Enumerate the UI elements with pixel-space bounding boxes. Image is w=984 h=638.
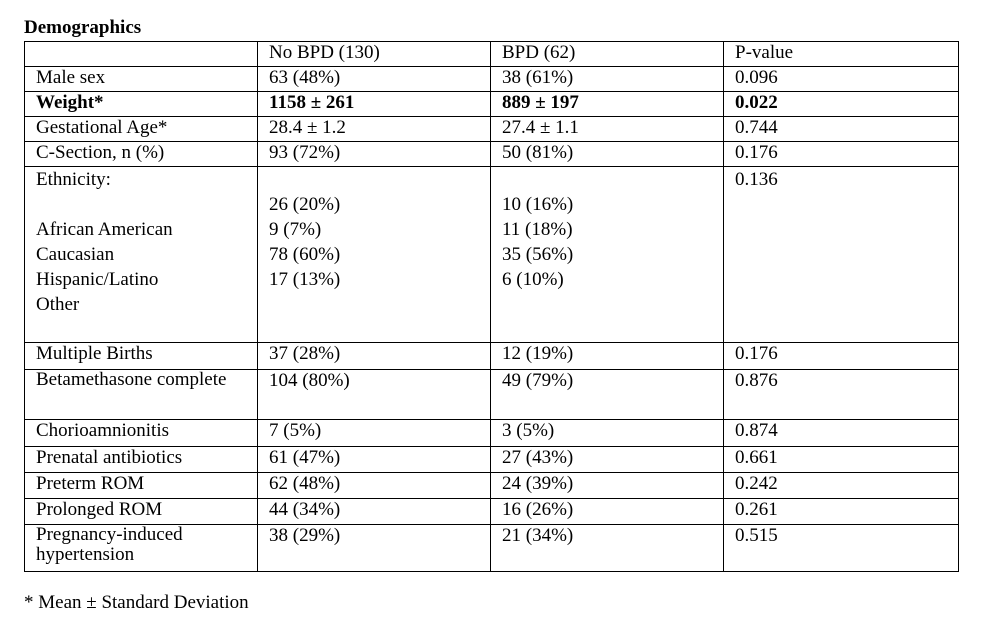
table-row — [25, 525, 959, 572]
header-row — [25, 42, 959, 67]
cell-no-bpd: 44 (34%) — [258, 499, 491, 525]
row-label: Pregnancy-induced hypertension — [25, 525, 258, 572]
cell-bpd: 11 (18%) — [502, 219, 573, 240]
ethnicity-bpd-cell — [491, 167, 724, 343]
row-label: Multiple Births — [25, 343, 258, 370]
cell-p-value: 0.744 — [724, 117, 959, 142]
table-row — [25, 447, 959, 473]
row-label: Weight* — [25, 92, 258, 117]
header-cell-no-bpd: No BPD (130) — [258, 42, 491, 67]
cell-no-bpd: 78 (60%) — [269, 244, 341, 265]
cell-p-value: 0.176 — [724, 142, 959, 167]
cell-no-bpd: 37 (28%) — [258, 343, 491, 370]
cell-p-value: 0.176 — [724, 343, 959, 370]
cell-bpd: 24 (39%) — [491, 473, 724, 499]
row-label: Preterm ROM — [25, 473, 258, 499]
cell-p-value: 0.661 — [724, 447, 959, 473]
cell-no-bpd: 104 (80%) — [258, 370, 491, 420]
cell-bpd: 27.4 ± 1.1 — [491, 117, 724, 142]
row-label: Male sex — [25, 67, 258, 92]
header-cell-bpd: BPD (62) — [491, 42, 724, 67]
table-row — [25, 142, 959, 167]
row-label: African American — [36, 219, 173, 240]
cell-no-bpd: 63 (48%) — [258, 67, 491, 92]
cell-bpd: 38 (61%) — [491, 67, 724, 92]
cell-no-bpd: 93 (72%) — [258, 142, 491, 167]
cell-no-bpd: 17 (13%) — [269, 269, 341, 290]
cell-bpd: 50 (81%) — [491, 142, 724, 167]
cell-bpd: 889 ± 197 — [491, 92, 724, 117]
cell-bpd: 6 (10%) — [502, 269, 564, 290]
cell-bpd: 3 (5%) — [491, 420, 724, 447]
cell-bpd: 12 (19%) — [491, 343, 724, 370]
cell-no-bpd: 9 (7%) — [269, 219, 322, 240]
row-label: C-Section, n (%) — [25, 142, 258, 167]
cell-p-value: 0.136 — [735, 169, 778, 190]
table-row — [25, 370, 959, 420]
footnote: * Mean ± Standard Deviation — [24, 592, 249, 613]
row-label: Ethnicity: — [36, 169, 111, 190]
cell-no-bpd: 38 (29%) — [258, 525, 491, 572]
row-label: Prenatal antibiotics — [25, 447, 258, 473]
row-label: Chorioamnionitis — [25, 420, 258, 447]
cell-bpd: 49 (79%) — [491, 370, 724, 420]
row-label: Hispanic/Latino — [36, 269, 159, 290]
cell-bpd: 16 (26%) — [491, 499, 724, 525]
cell-bpd: 35 (56%) — [502, 244, 574, 265]
cell-no-bpd: 61 (47%) — [258, 447, 491, 473]
cell-p-value: 0.874 — [724, 420, 959, 447]
table-row — [25, 420, 959, 447]
cell-p-value: 0.022 — [724, 92, 959, 117]
ethnicity-label-cell — [25, 167, 258, 343]
table-row — [25, 343, 959, 370]
cell-no-bpd: 1158 ± 261 — [258, 92, 491, 117]
table-row — [25, 117, 959, 142]
ethnicity-row — [25, 167, 959, 343]
row-label: Gestational Age* — [25, 117, 258, 142]
cell-p-value: 0.261 — [724, 499, 959, 525]
cell-no-bpd: 7 (5%) — [258, 420, 491, 447]
demographics-table — [24, 41, 959, 572]
cell-bpd: 21 (34%) — [491, 525, 724, 572]
row-label: Prolonged ROM — [25, 499, 258, 525]
cell-no-bpd: 28.4 ± 1.2 — [258, 117, 491, 142]
header-cell-p-value: P-value — [724, 42, 959, 67]
cell-no-bpd: 26 (20%) — [269, 194, 341, 215]
row-label: Caucasian — [36, 244, 115, 265]
table-title: Demographics — [24, 17, 142, 38]
table-row — [25, 92, 959, 117]
ethnicity-p-value-cell — [724, 167, 959, 343]
cell-p-value: 0.096 — [724, 67, 959, 92]
row-label: Betamethasone complete — [25, 370, 258, 420]
ethnicity-no-bpd-cell — [258, 167, 491, 343]
cell-p-value: 0.515 — [724, 525, 959, 572]
table-row — [25, 67, 959, 92]
cell-no-bpd: 62 (48%) — [258, 473, 491, 499]
table-row — [25, 473, 959, 499]
table-row — [25, 499, 959, 525]
cell-p-value: 0.242 — [724, 473, 959, 499]
header-cell-label — [25, 42, 258, 67]
cell-bpd: 27 (43%) — [491, 447, 724, 473]
row-label: Other — [36, 294, 80, 315]
cell-bpd: 10 (16%) — [502, 194, 574, 215]
cell-p-value: 0.876 — [724, 370, 959, 420]
